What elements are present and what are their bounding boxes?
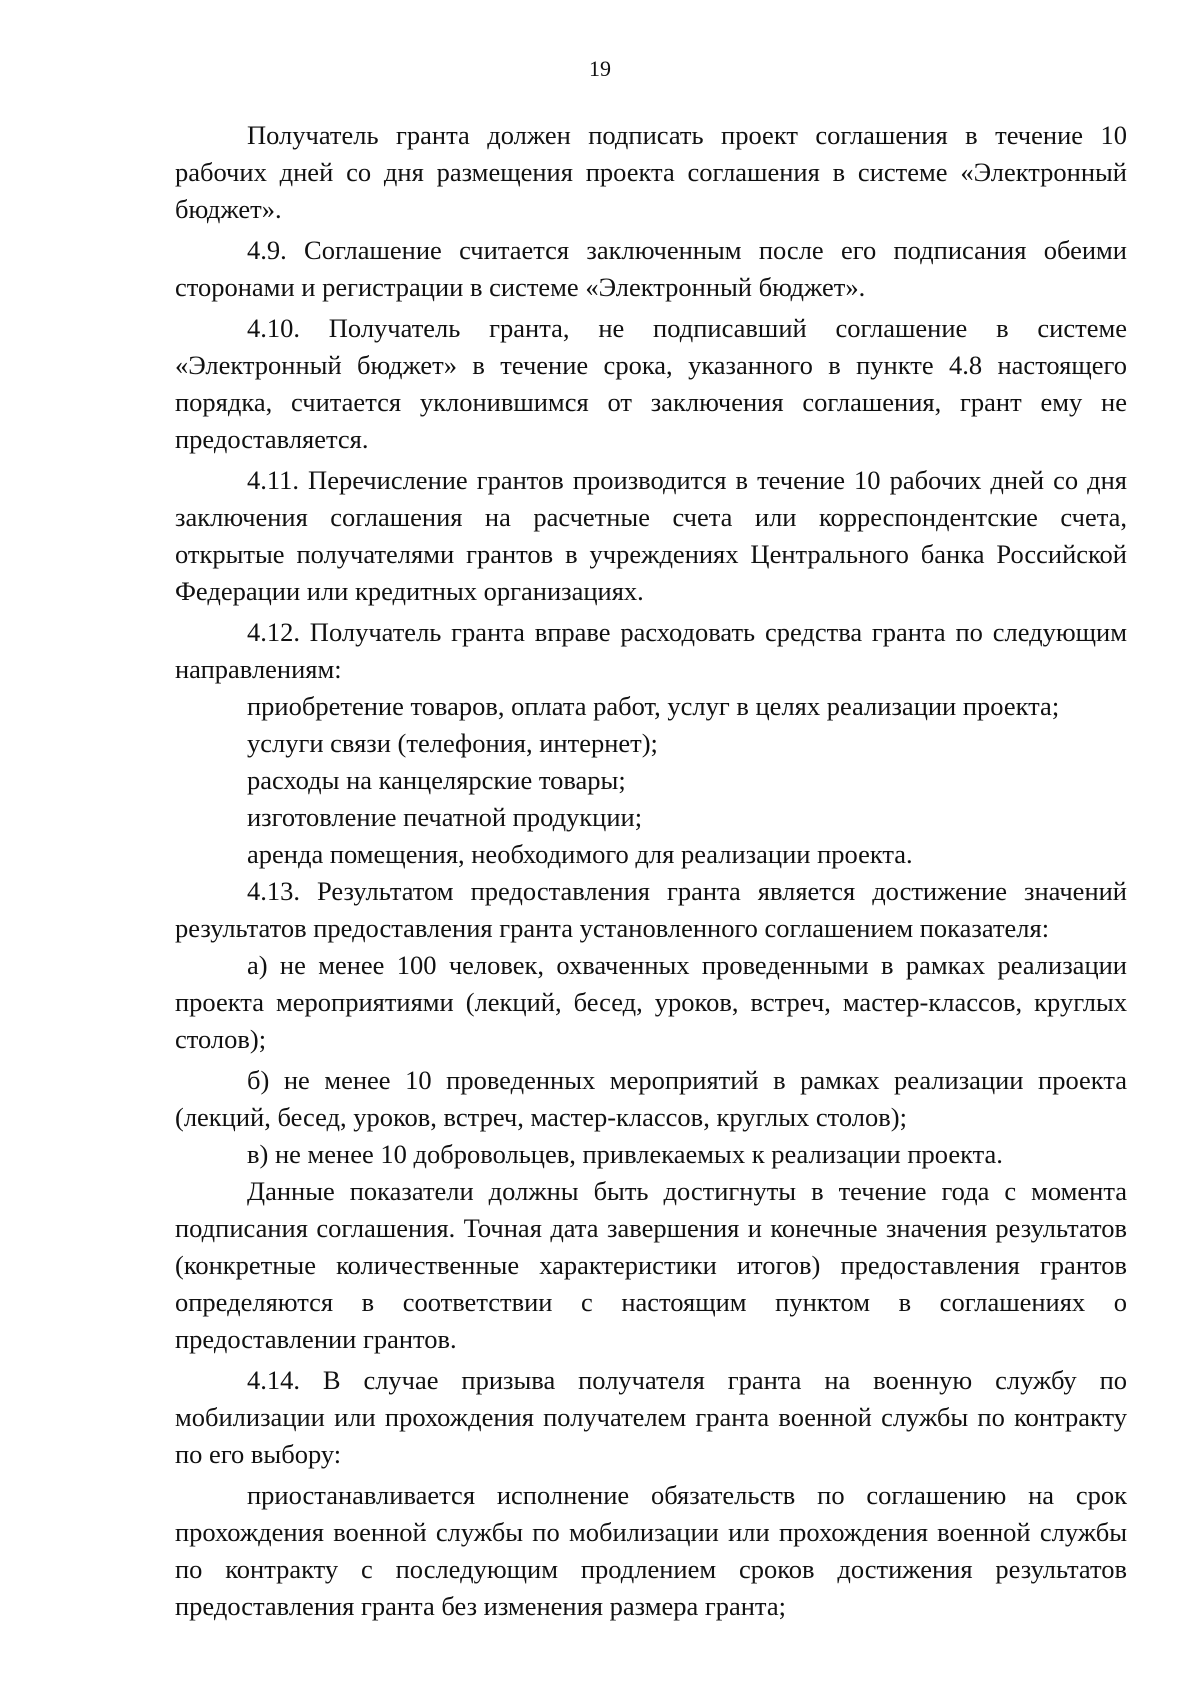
document-body [175, 117, 1127, 1625]
list-item-communication: услуги связи (телефония, интернет); [247, 728, 658, 758]
paragraph-4-14: 4.14. В случае призыва получателя гранта на военную службу по мобилизации или прохождения получателем гранта военной службы по контракту по его выбору: [175, 1365, 1127, 1469]
paragraph-4-12: 4.12. Получатель гранта вправе расходовать средства гранта по следующим направлениям: [175, 617, 1127, 684]
list-item-rent: аренда помещения, необходимого для реализации проекта. [247, 839, 913, 869]
paragraph-indicators-deadline: Данные показатели должны быть достигнуты в течение года с момента подписания соглашения. Точная дата завершения и конечные значения результатов (конкретные количественные характеристики итогов) предоставления грантов определяются в соответствии с настоящим пунктом в соглашениях о предоставлении грантов. [175, 1176, 1127, 1354]
paragraph-4-11: 4.11. Перечисление грантов производится в течение 10 рабочих дней со дня заключения соглашения на расчетные счета или корреспондентские счета, открытые получателями грантов в учреждениях Центрального банка Российской Федерации или кредитных организациях. [175, 465, 1127, 606]
page-number: 19 [589, 56, 611, 81]
indicator-c: в) не менее 10 добровольцев, привлекаемых к реализации проекта. [247, 1139, 1003, 1169]
indicator-a: а) не менее 100 человек, охваченных проведенными в рамках реализации проекта мероприятиями (лекций, бесед, уроков, встреч, мастер-классов, круглых столов); [175, 950, 1127, 1054]
paragraph-4-9: 4.9. Соглашение считается заключенным после его подписания обеими сторонами и регистрации в системе «Электронный бюджет». [175, 235, 1127, 302]
list-item-purchase: приобретение товаров, оплата работ, услуг в целях реализации проекта; [247, 691, 1060, 721]
paragraph-4-13: 4.13. Результатом предоставления гранта является достижение значений результатов предоставления гранта установленного соглашением показателя: [175, 876, 1127, 943]
paragraph-suspension: приостанавливается исполнение обязательств по соглашению на срок прохождения военной службы по мобилизации или прохождения военной службы по контракту с последующим продлением сроков достижения результатов предоставления гранта без изменения размера гранта; [175, 1480, 1127, 1621]
indicator-b: б) не менее 10 проведенных мероприятий в рамках реализации проекта (лекций, бесед, уроков, встреч, мастер-классов, круглых столов); [175, 1065, 1127, 1132]
paragraph-4-10: 4.10. Получатель гранта, не подписавший соглашение в системе «Электронный бюджет» в течение срока, указанного в пункте 4.8 настоящего порядка, считается уклонившимся от заключения соглашения, грант ему не предоставляется. [175, 313, 1127, 454]
list-item-stationery: расходы на канцелярские товары; [247, 765, 626, 795]
paragraph-signing-deadline: Получатель гранта должен подписать проект соглашения в течение 10 рабочих дней со дня размещения проекта соглашения в системе «Электронный бюджет». [175, 120, 1127, 224]
list-item-printing: изготовление печатной продукции; [247, 802, 643, 832]
